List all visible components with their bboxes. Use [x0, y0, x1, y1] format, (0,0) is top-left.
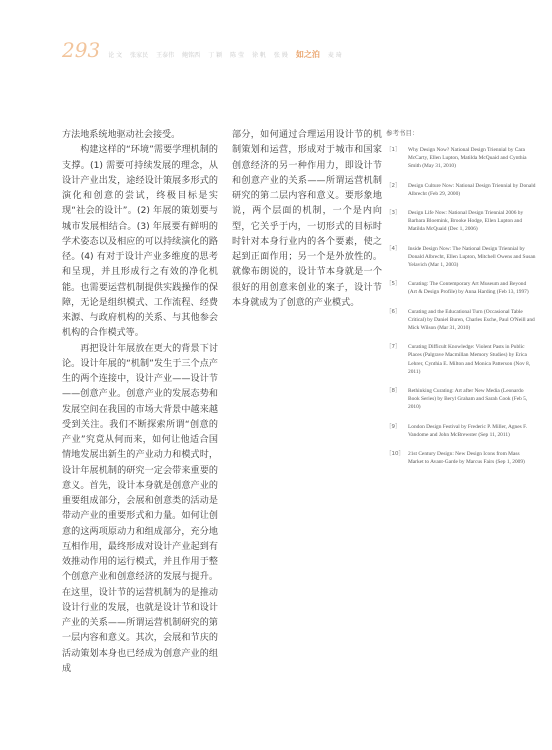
- body-column-left: [62, 128, 218, 677]
- reference-item: [386, 245, 536, 270]
- running-header: [62, 40, 350, 64]
- page-number: 293: [62, 38, 101, 62]
- nav-item: 王泰伟: [156, 52, 175, 59]
- reference-item: [386, 423, 536, 439]
- references-column: [386, 128, 536, 477]
- references-title: 参考书目：: [386, 129, 419, 137]
- reference-text: 21st Century Design: New Design Icons from Mass Market to Avant-Garde by Marcus Fairs (Sep 1, 2009): [408, 451, 525, 466]
- reference-text: Design Culture Now: National Design Triennial by Donald Albrecht (Feb 29, 2000): [408, 182, 536, 197]
- reference-text: Inside Design Now: The National Design Triennial by Donald Albrecht, Ellen Lupton, Mitchell Owens and Susan Yelavich (Mar 1, 2003): [408, 245, 536, 269]
- reference-text: London Design Festival by Frederic P. Miller, Agnes F. Vandome and John McBrewster (Sep 11, 2011): [408, 423, 527, 438]
- reference-number: ［7］: [386, 344, 401, 351]
- reference-number: ［9］: [386, 423, 401, 430]
- paragraph: 构建这样的“环境”需要学理机制的支撑。(1) 需要可持续发展的理念，从设计产业出发，途经设计策展多形式的演化和创意的尝试，终极目标是实现“社会的设计”。(2) 年展的策划要与城市发展相结合。(3) 年展要有鲜明的学术姿态以及相应的可以持续演化的路径。(4) 有对于设计产业多维度的思考和呈现，并且形成行之有效的净化机能。也需要运营机制提供实践操作的保障，无论是组织模式、工作流程、经费来源、与政府机构的关系、与其他参会机构的合作模式等。: [62, 145, 218, 339]
- reference-item: [386, 343, 536, 376]
- nav-item: 丁 颖: [208, 52, 223, 59]
- nav-item: 徐 帆: [252, 52, 266, 59]
- reference-item: [386, 308, 536, 333]
- reference-item: [386, 182, 536, 198]
- reference-number: ［2］: [386, 182, 401, 189]
- reference-number: ［4］: [386, 245, 401, 252]
- header-nav: [108, 49, 350, 60]
- reference-text: Curating Difficult Knowledge: Violent Pasts in Public Places (Palgrave Macmillan Memory Studies) by Erica Lehrer, Cynthia E. Milton and Monica Patterson (Nov 8, 2011): [408, 344, 531, 375]
- nav-item: 张 嫚: [273, 52, 288, 59]
- nav-item: 鲍铭西: [182, 52, 201, 59]
- nav-item: 张家民: [130, 52, 149, 59]
- reference-text: Design Life Now: National Design Triennial 2006 by Barbara Bloemink, Brooke Hodge, Ellen Lupton and Matilda McQuaid (Dec 1, 2006): [408, 210, 524, 233]
- reference-item: [386, 387, 536, 412]
- reference-number: ［6］: [386, 308, 401, 315]
- reference-number: ［10］: [386, 451, 404, 458]
- reference-text: Why Design Now? National Design Triennial by Cara McCarty, Ellen Lupton, Matilda McQuaid and Cynthia Smith (May 31, 2010): [408, 147, 527, 170]
- paragraph: 再把设计年展放在更大的背景下讨论。设计年展的“机制”发生于三个点产生的两个连接中，设计产业——设计节——创意产业。创意产业的发展态势和发展空间在我国的市场大背景中越来越受到关注。我们不断探索所谓“创意的产业”究竟从何而来，如何让他适合国情地发展出新生的产业动力和模式时，设计年展机制的研究一定会带来重要的意义。首先，设计本身就是创意产业的重要组成部分，会展和创意类的活动是带动产业的重要形式和力量。如何让创意的这两项原动力和组成部分，充分地互相作用，最终形成对设计产业起到有效推动作用的运行模式，并且作用于整个创意产业和创意经济的发展与提升。在这里，设计节的运营机制为的是推动设计行业的发展，也就是设计节和设计产业的关系——所谓运营机制研究的第一层内容和意义。其次，会展和节庆的活动策划本身也已经成为创意产业的组成: [62, 343, 218, 674]
- reference-item: [386, 146, 536, 171]
- nav-item-active: 如之泊: [295, 50, 320, 59]
- paragraph: 方法地系统地驱动社会接受。: [62, 130, 181, 140]
- reference-number: ［3］: [386, 210, 401, 217]
- reference-number: ［5］: [386, 281, 401, 288]
- reference-item: [386, 209, 536, 234]
- body-column-middle: [232, 128, 382, 311]
- reference-text: Curating: The Contemporary Art Museum and Beyond (Art & Design Profile) by Anna Harding (Feb 13, 1997): [408, 281, 529, 296]
- reference-text: Curating and the Educational Turn (Occasional Table Critical) by Daniel Buren, Charles Esche, Paul O'Neill and Mick Wilson (Mar 31, 2010): [408, 308, 535, 332]
- nav-item: 陈 莹: [230, 52, 244, 59]
- reference-item: [386, 280, 536, 296]
- reference-text: Rethinking Curating: Art after New Media (Leonardo Book Series) by Beryl Graham and Sarah Cook (Feb 5, 2010): [408, 388, 528, 411]
- nav-item: 论 文: [108, 52, 123, 59]
- paragraph: 部分，如何通过合理运用设计节的机制策划和运营，形成对于城市和国家创意经济的另一种作用力，即设计节和创意产业的关系——所谓运营机制研究的第二层内容和意义。要形象地说，两个层面的机制，一个是内向型，它关乎于内，一切形式的目标时时针对本身行业内的各个要素，使之起到正面作用；另一个是外放性的。就像布朗说的，设计节本身就是一个很好的用创意来创业的案子，设计节本身就成为了创意的产业模式。: [232, 130, 382, 308]
- reference-item: [386, 450, 536, 466]
- reference-number: ［8］: [386, 388, 401, 395]
- reference-number: ［1］: [386, 147, 401, 153]
- nav-item: 麦 琦: [327, 52, 342, 59]
